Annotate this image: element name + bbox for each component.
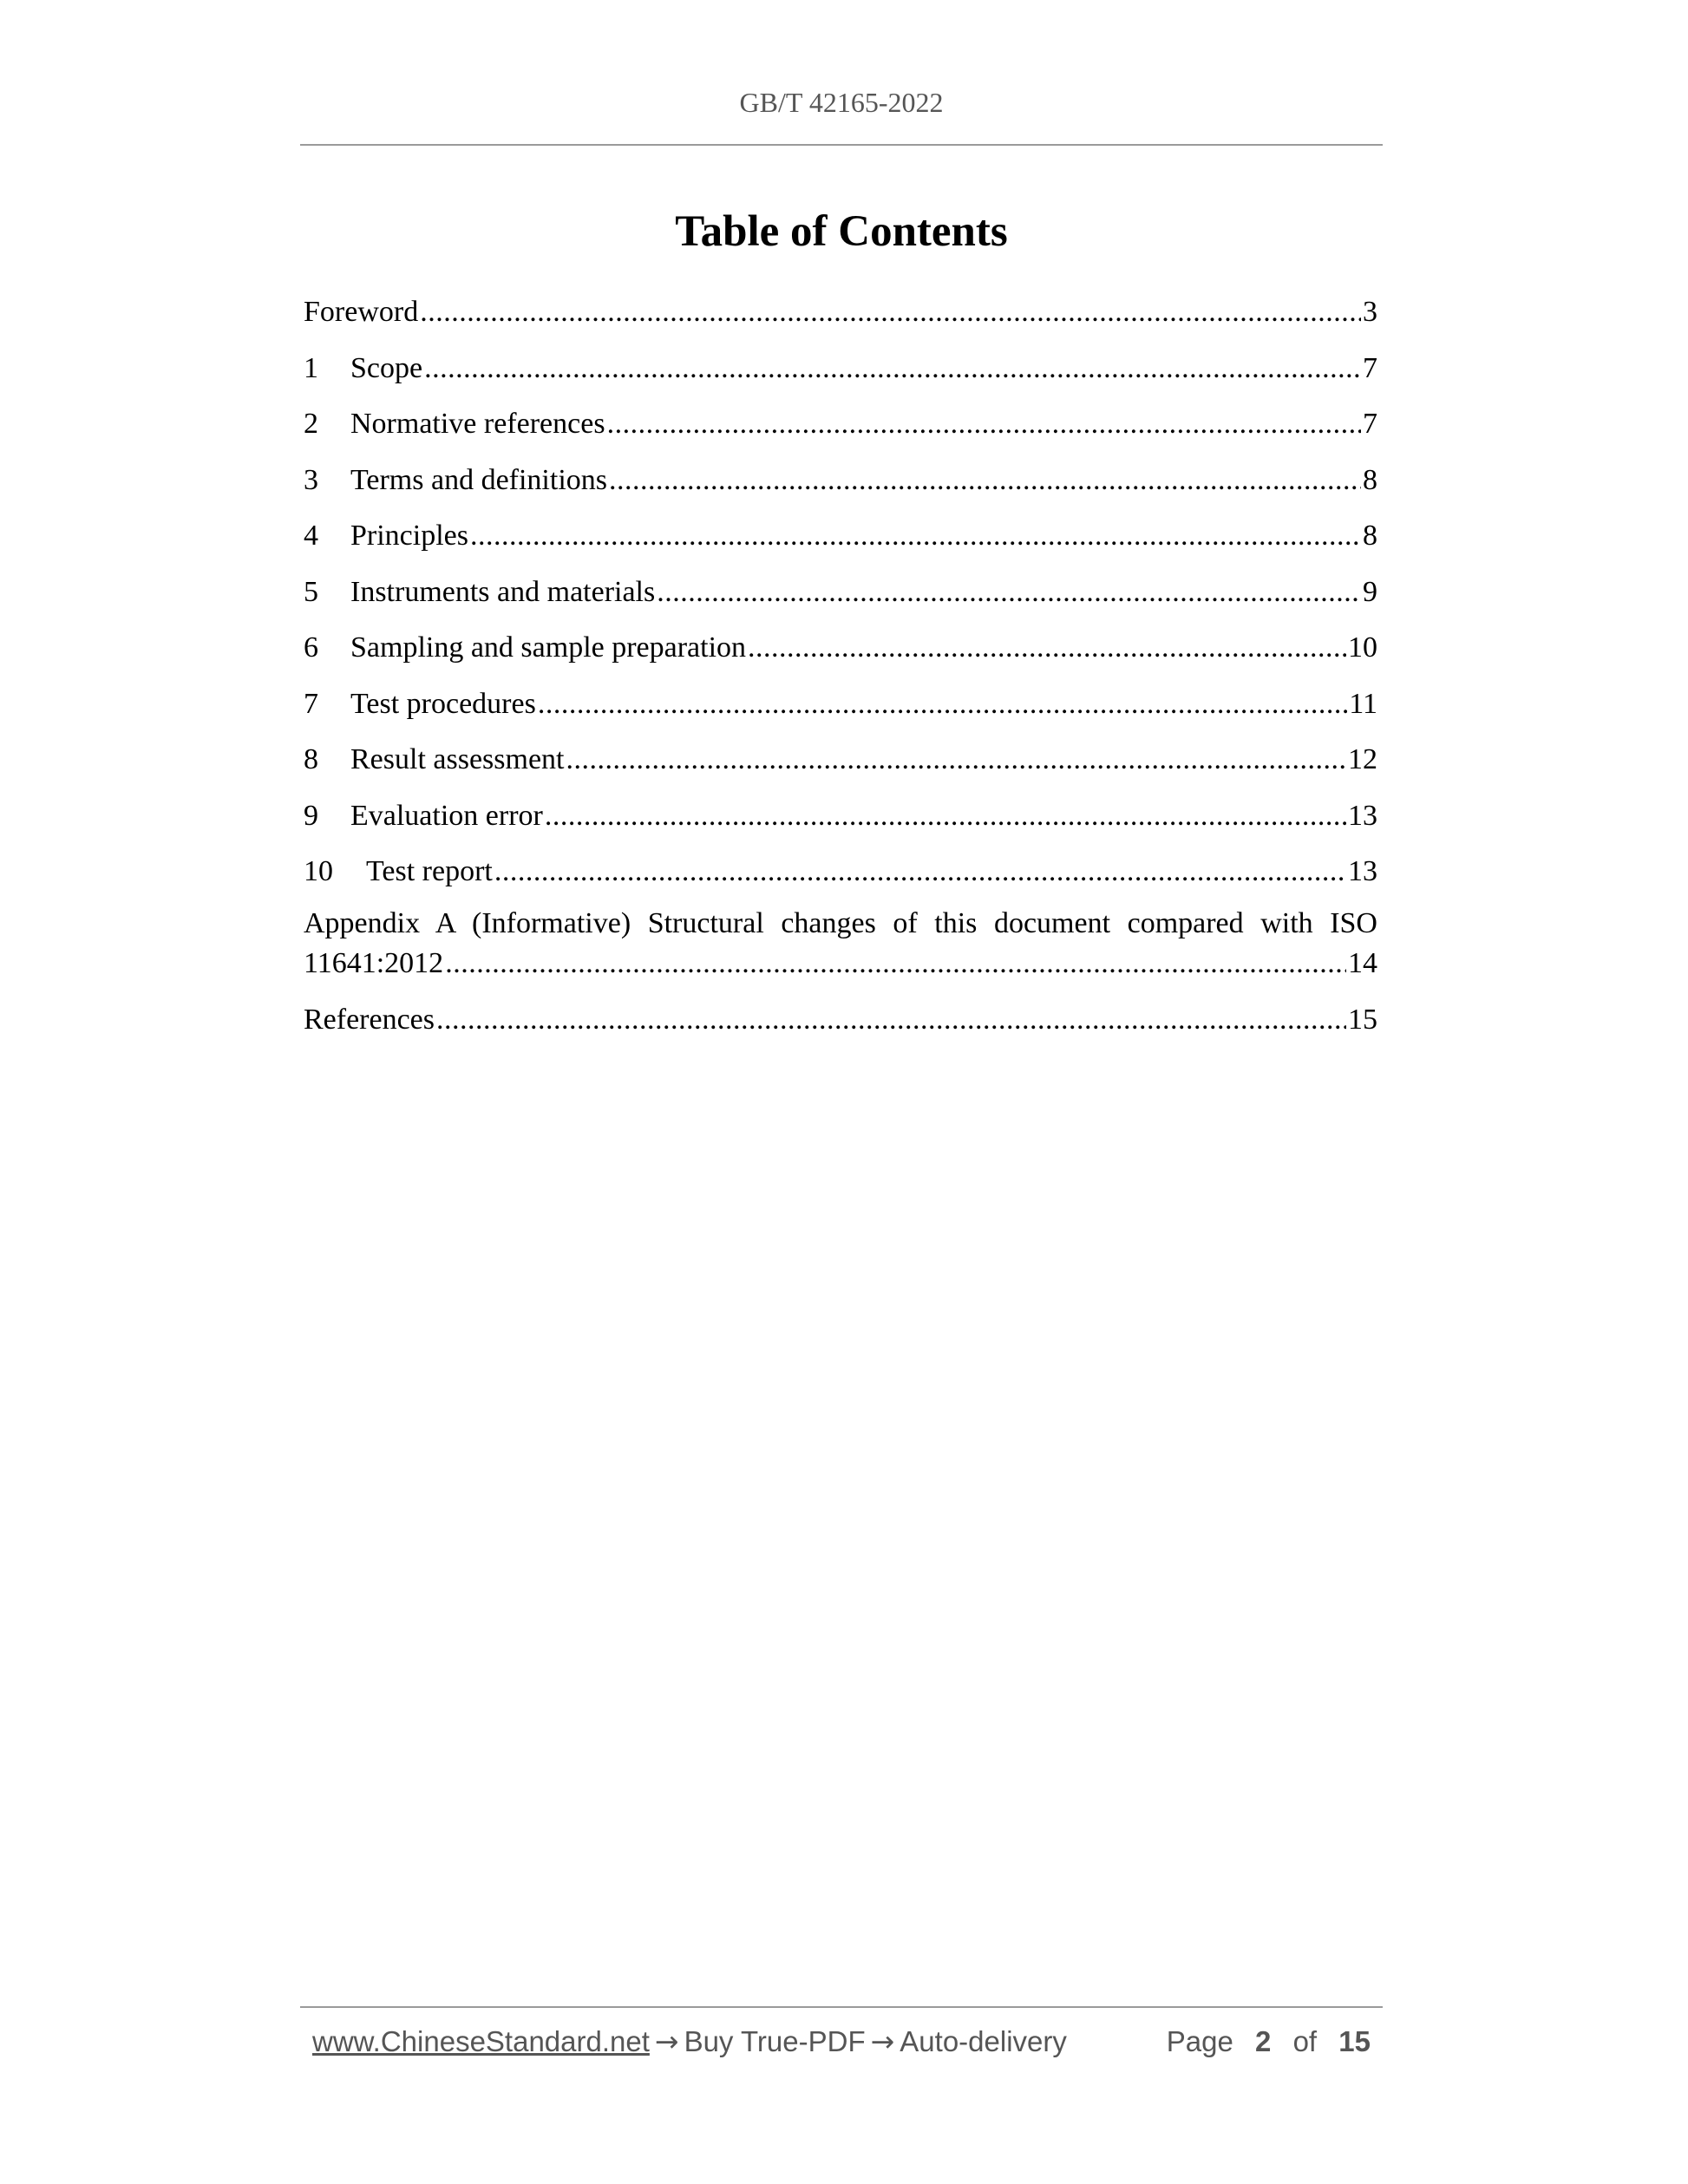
toc-entry-label: Principles [350,520,468,552]
toc-entry-label: Test report [366,855,493,887]
toc-entry-evaluation-error[interactable] [304,788,1377,845]
toc-entry-page: 9 [1363,575,1377,608]
toc-leader-dots [545,788,1346,845]
toc-entry-number: 6 [304,631,318,664]
total-page-count: 15 [1338,2025,1371,2057]
toc-entry-scope[interactable] [304,341,1377,397]
toc-entry-number: 2 [304,408,318,440]
toc-entry-label: Foreword [304,296,419,328]
toc-entry-label: Test procedures [350,687,536,720]
page-word: Page [1166,2025,1233,2057]
toc-entry-page: 7 [1363,351,1377,384]
toc-leader-dots [609,453,1361,509]
toc-entry-number: 7 [304,687,318,720]
toc-entry-page: 7 [1363,408,1377,440]
toc-leader-dots [494,844,1346,900]
auto-delivery-text: Auto-delivery [900,2025,1067,2057]
toc-entry-label: Result assessment [350,743,565,775]
toc-entry-page: 14 [1348,946,1377,979]
toc-leader-dots [436,992,1346,1049]
toc-leader-dots [424,341,1361,397]
toc-leader-dots [748,620,1346,677]
arrow-right-icon: → [870,2024,895,2058]
toc-entry-terms-and-definitions[interactable] [304,453,1377,509]
of-word: of [1292,2025,1318,2057]
toc-leader-dots [538,677,1347,733]
toc-entry-number: 5 [304,575,318,608]
toc-entry-sampling[interactable] [304,620,1377,677]
toc-entry-number: 3 [304,463,318,496]
toc-entry-test-procedures[interactable] [304,677,1377,733]
website-link[interactable]: www.ChineseStandard.net [312,2025,650,2057]
toc-entry-label: Terms and definitions [350,463,608,496]
buy-true-pdf-text: Buy True-PDF [684,2025,866,2057]
toc-entry-label: Scope [350,351,423,384]
toc-leader-dots [470,508,1361,565]
toc-leader-dots [657,565,1361,621]
toc-entry-instruments-and-materials[interactable] [304,565,1377,621]
toc-entry-number: 10 [304,855,333,887]
toc-entry-result-assessment[interactable] [304,732,1377,788]
toc-entry-label-continued: 11641:2012 [304,946,444,979]
toc-entry-number: 8 [304,743,318,775]
toc-leader-dots [420,284,1361,341]
toc-entry-label: Appendix A (Informative) Structural changes of this document compared with ISO [304,906,1377,939]
toc-entry-references[interactable] [304,992,1377,1049]
toc-entry-principles[interactable] [304,508,1377,565]
toc-entry-number: 9 [304,799,318,832]
footer-divider [300,2006,1383,2008]
header-divider [300,144,1383,146]
toc-entry-page: 8 [1363,463,1377,496]
toc-entry-normative-references[interactable] [304,396,1377,453]
table-of-contents [304,284,1377,1048]
page-indicator [1167,2025,1371,2058]
toc-entry-page: 13 [1348,799,1377,832]
toc-leader-dots [566,732,1346,788]
toc-entry-page: 12 [1348,743,1377,775]
toc-entry-page: 15 [1348,1003,1377,1036]
toc-entry-page: 13 [1348,855,1377,887]
toc-entry-number: 1 [304,351,318,384]
document-code-header: GB/T 42165-2022 [739,87,944,118]
current-page-number: 2 [1255,2025,1272,2057]
toc-entry-page: 11 [1349,687,1377,720]
toc-entry-label: Instruments and materials [350,575,656,608]
toc-entry-label: Evaluation error [350,799,543,832]
toc-entry-page: 3 [1363,296,1377,328]
toc-entry-test-report[interactable] [304,844,1377,900]
toc-leader-dots [607,396,1361,453]
toc-entry-label: Normative references [350,408,605,440]
toc-entry-page: 8 [1363,520,1377,552]
page-footer [312,2024,1371,2058]
toc-entry-foreword[interactable] [304,284,1377,341]
page-title: Table of Contents [675,207,1008,256]
toc-entry-page: 10 [1348,631,1377,664]
toc-entry-number: 4 [304,520,318,552]
toc-entry-label: References [304,1003,435,1036]
toc-entry-appendix-a[interactable] [304,904,1377,992]
toc-entry-label: Sampling and sample preparation [350,631,747,664]
toc-leader-dots [445,944,1346,984]
arrow-right-icon: → [654,2024,679,2058]
